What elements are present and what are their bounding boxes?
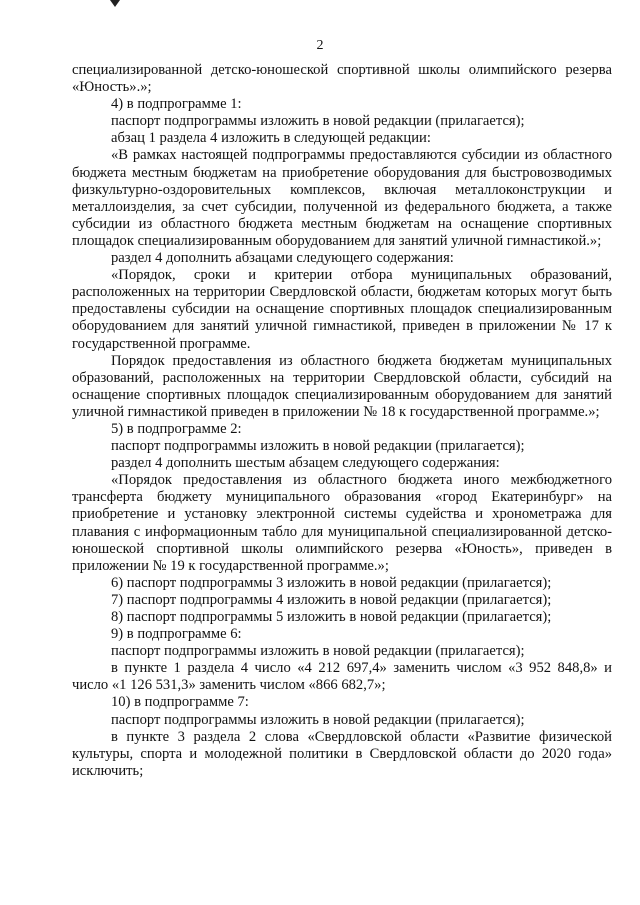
paragraph: в пункте 3 раздела 2 слова «Свердловской области «Развитие физической культуры, спорта и молодежной политики в Свердловской области до 2020 года» исключить; [72, 728, 612, 779]
paragraph: специализированной детско-юношеской спортивной школы олимпийского резерва «Юность».»; [72, 62, 612, 96]
paragraph: 6) паспорт подпрограммы 3 изложить в новой редакции (прилагается); [111, 574, 552, 591]
paragraph: «Порядок, сроки и критерии отбора муниципальных образований, расположенных на территории Свердловской области, бюджетам которых могут быть предоставлены субсидии на оснащение спортивных площадок специализированным оборудованием для занятий уличной гимнастикой, приведен в приложении № 17 к государственной программе. [72, 267, 612, 352]
paragraph: 10) в подпрограмме 7: [111, 694, 249, 711]
paragraph: паспорт подпрограммы изложить в новой редакции (прилагается); [111, 711, 525, 728]
paragraph: в пункте 1 раздела 4 число «4 212 697,4» заменить числом «3 952 848,8» и число «1 126 531,3» заменить числом «866 682,7»; [72, 660, 612, 694]
paragraph: Порядок предоставления из областного бюджета бюджетам муниципальных образований, расположенных на территории Свердловской области, субсидий на оснащение спортивных площадок специализированным оборудованием для занятий уличной гимнастикой приведен в приложении № 18 к государственной программе.»; [72, 352, 612, 420]
paragraph: паспорт подпрограммы изложить в новой редакции (прилагается); [111, 113, 525, 130]
paragraph: 5) в подпрограмме 2: [111, 420, 242, 437]
page-number: 2 [316, 38, 324, 53]
document-body [72, 62, 612, 780]
paragraph: раздел 4 дополнить абзацами следующего содержания: [111, 250, 454, 267]
paragraph: 9) в подпрограмме 6: [111, 626, 242, 643]
paragraph: абзац 1 раздела 4 изложить в следующей редакции: [111, 130, 431, 147]
page-corner-mark [110, 0, 120, 7]
paragraph: раздел 4 дополнить шестым абзацем следующего содержания: [111, 455, 500, 472]
paragraph: «В рамках настоящей подпрограммы предоставляются субсидии из областного бюджета местным бюджетам на приобретение оборудования для быстровозводимых физкультурно-оздоровительных комплексов, включая металлоконструкции и металлоизделия, за счет субсидии, полученной из федерального бюджета, а также субсидии из областного бюджета местным бюджетам на оснащение спортивных площадок специализированным оборудованием для занятий уличной гимнастикой.»; [72, 147, 612, 249]
paragraph: паспорт подпрограммы изложить в новой редакции (прилагается); [111, 438, 525, 455]
paragraph: 8) паспорт подпрограммы 5 изложить в новой редакции (прилагается); [111, 609, 552, 625]
paragraph: 4) в подпрограмме 1: [111, 96, 242, 113]
paragraph: паспорт подпрограммы изложить в новой редакции (прилагается); [111, 643, 525, 660]
paragraph: «Порядок предоставления из областного бюджета иного межбюджетного трансферта бюджету муниципального образования «город Екатеринбург» на приобретение и установку электронной системы судейства и хронометража для плавания с информационным табло для муниципальной специализированной детско-юношеской спортивной школы олимпийского резерва «Юность», приведен в приложении № 19 к государственной программе.»; [72, 472, 612, 574]
paragraph: 7) паспорт подпрограммы 4 изложить в новой редакции (прилагается); [111, 591, 552, 608]
